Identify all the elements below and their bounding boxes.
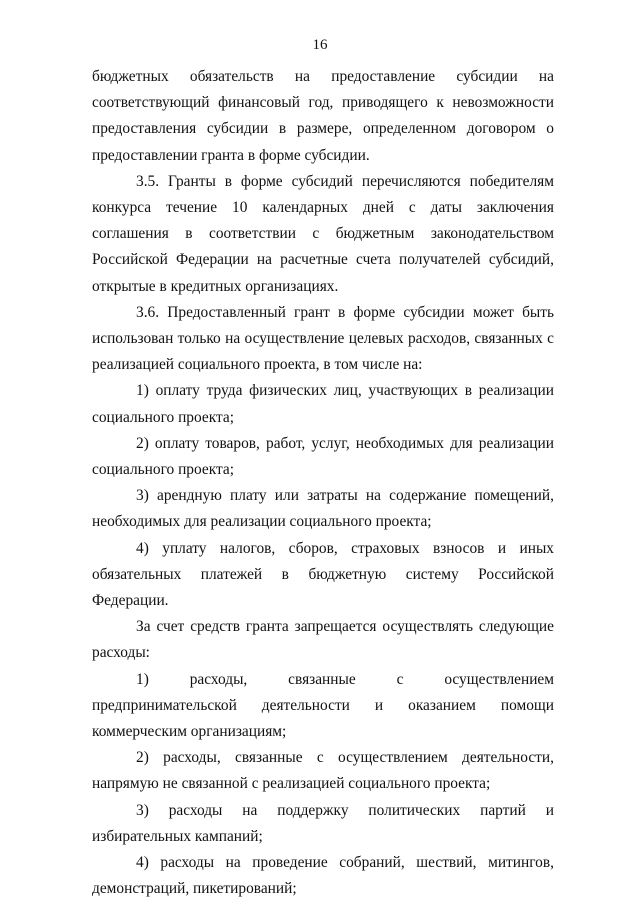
- paragraph-budget-obligations: бюджетных обязательств на предоставление субсидии на соответствующий финансовый год, приводящего к невозможности предоставления субсидии в размере, определенном договором о предоставлении гранта в форме субсидии.: [92, 68, 554, 164]
- list-item-allowed-1: 1) оплату труда физических лиц, участвующих в реализации социального проекта;: [92, 382, 554, 426]
- list-item-prohibited-2: 2) расходы, связанные с осуществлением деятельности, напрямую не связанной с реализацией социального проекта;: [92, 749, 554, 793]
- list-item-prohibited-1: 1) расходы, связанные с осуществлением предпринимательской деятельности и оказанием помощи коммерческим организациям;: [92, 670, 554, 741]
- list-item-allowed-3: 3) арендную плату или затраты на содержание помещений, необходимых для реализации социального проекта;: [92, 487, 554, 531]
- list-item-prohibited-3: 3) расходы на поддержку политических партий и избирательных кампаний;: [92, 801, 554, 845]
- page-number: 16: [312, 37, 328, 53]
- list-item-prohibited-4: 4) расходы на проведение собраний, шествий, митингов, демонстраций, пикетирований;: [92, 854, 554, 898]
- list-item-allowed-2: 2) оплату товаров, работ, услуг, необходимых для реализации социального проекта;: [92, 434, 554, 479]
- document-body: [92, 64, 554, 903]
- paragraph-3-5-grant-transfer: 3.5. Гранты в форме субсидий перечисляются победителям конкурса течение 10 календарных дней с даты заключения соглашения в соответствии с бюджетным законодательством Российской Федерации на расчетные счета получателей субсидий, открытые в кредитных организациях.: [92, 172, 554, 295]
- list-item-allowed-4: 4) уплату налогов, сборов, страховых взносов и иных обязательных платежей в бюджетную систему Российской Федерации.: [92, 539, 554, 610]
- paragraph-prohibited-expenses: За счет средств гранта запрещается осуществлять следующие расходы:: [92, 618, 554, 662]
- paragraph-3-6-grant-usage: 3.6. Предоставленный грант в форме субсидии может быть использован только на осуществление целевых расходов, связанных с реализацией социального проекта, в том числе на:: [92, 303, 554, 374]
